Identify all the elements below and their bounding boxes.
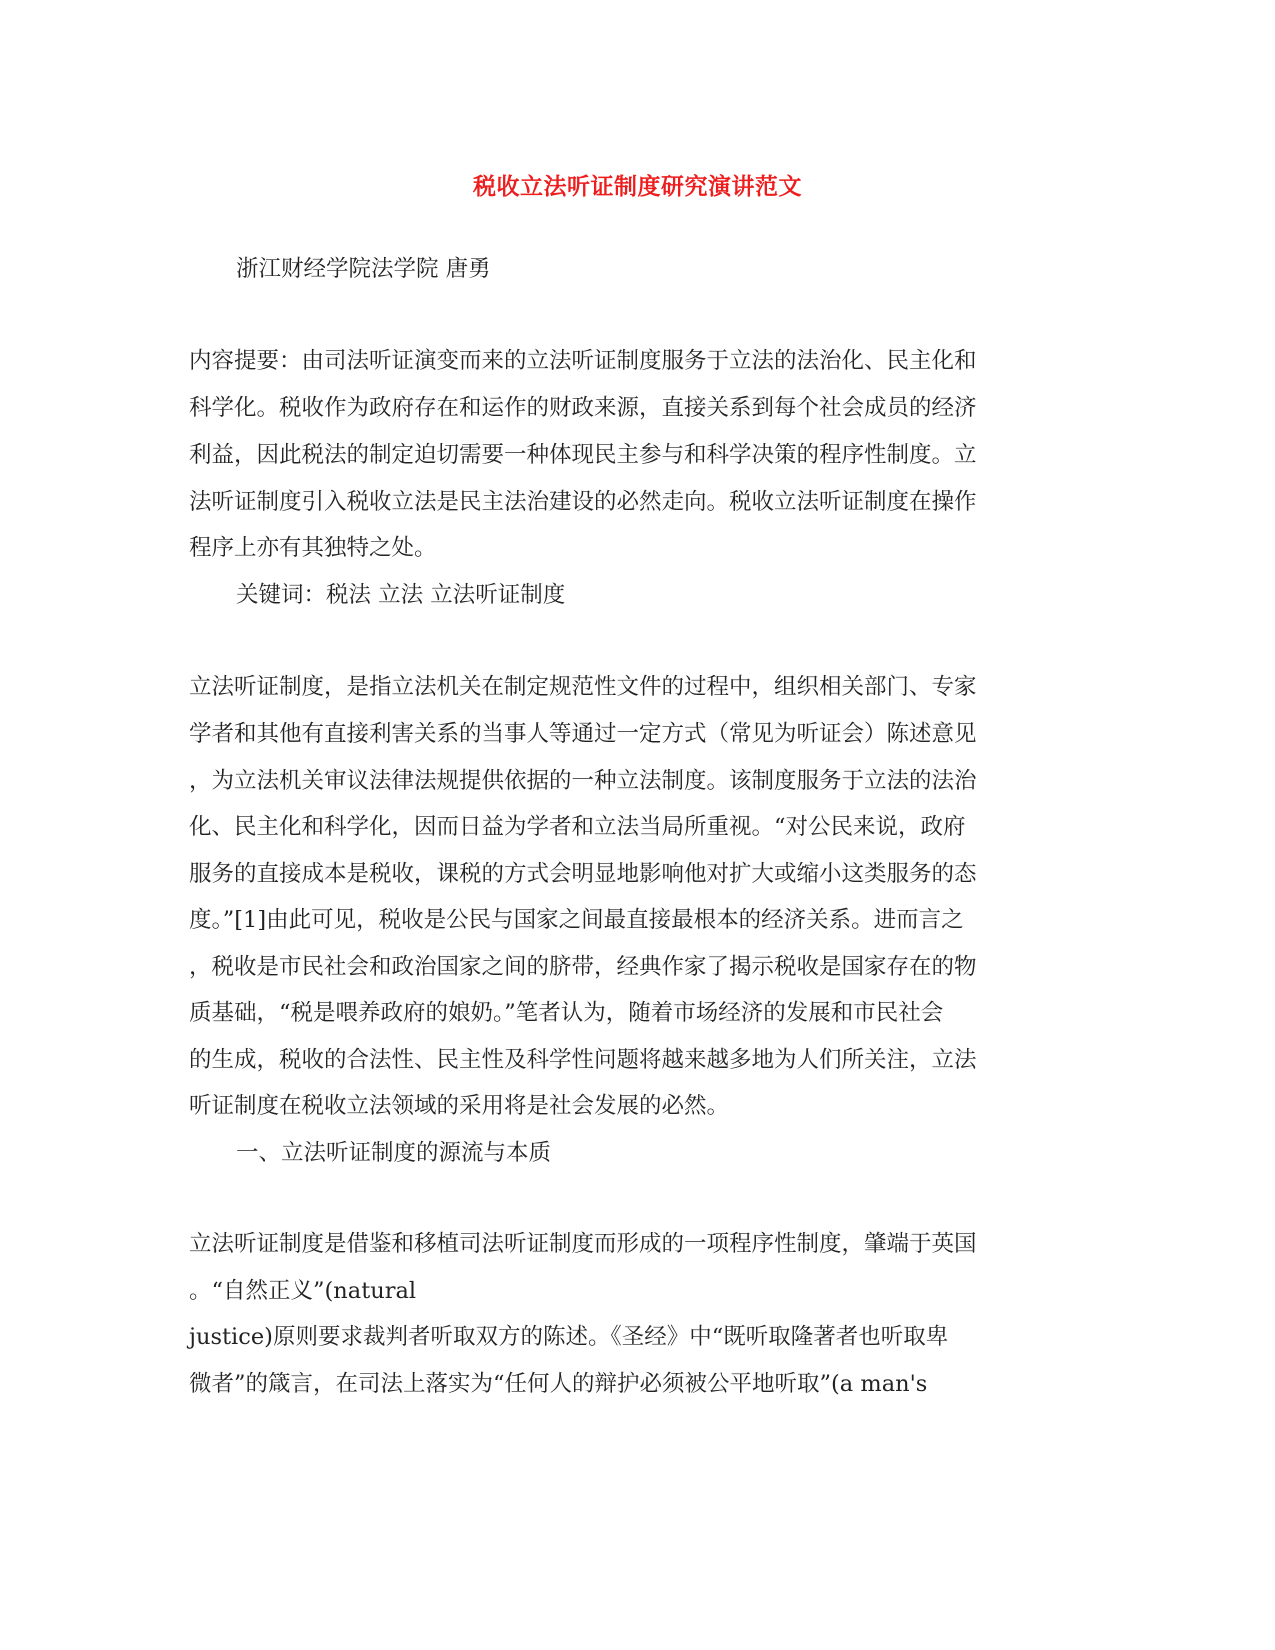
abstract-line: 内容提要：由司法听证演变而来的立法听证制度服务于立法的法治化、民主化和 — [189, 348, 977, 374]
document-title: 税收立法听证制度研究演讲范文 — [473, 173, 802, 200]
paragraph-line: 。“自然正义”(natural — [189, 1278, 417, 1304]
abstract-line: 利益，因此税法的制定迫切需要一种体现民主参与和科学决策的程序性制度。立 — [189, 442, 977, 468]
abstract-line: 科学化。税收作为政府存在和运作的财政来源，直接关系到每个社会成员的经济 — [189, 395, 977, 421]
author-line: 浙江财经学院法学院 唐勇 — [236, 256, 491, 282]
paragraph-line: 服务的直接成本是税收，课税的方式会明显地影响他对扩大或缩小这类服务的态 — [189, 861, 977, 887]
paragraph-line: 度。”[1]由此可见，税收是公民与国家之间最直接最根本的经济关系。进而言之 — [189, 907, 964, 933]
paragraph-line: 听证制度在税收立法领域的采用将是社会发展的必然。 — [189, 1093, 730, 1119]
section-heading: 一、立法听证制度的源流与本质 — [236, 1140, 552, 1166]
paragraph-line: 的生成，税收的合法性、民主性及科学性问题将越来越多地为人们所关注，立法 — [189, 1047, 977, 1073]
paragraph-line: 立法听证制度，是指立法机关在制定规范性文件的过程中，组织相关部门、专家 — [189, 674, 977, 700]
paragraph-line: 微者”的箴言，在司法上落实为“任何人的辩护必须被公平地听取”(a man's — [189, 1371, 928, 1397]
paragraph-line: 立法听证制度是借鉴和移植司法听证制度而形成的一项程序性制度，肇端于英国 — [189, 1231, 977, 1257]
abstract-line: 程序上亦有其独特之处。 — [189, 535, 437, 561]
paragraph-line: ，税收是市民社会和政治国家之间的脐带，经典作家了揭示税收是国家存在的物 — [189, 954, 977, 980]
abstract-line: 法听证制度引入税收立法是民主法治建设的必然走向。税收立法听证制度在操作 — [189, 489, 977, 515]
paragraph-line: 化、民主化和科学化，因而日益为学者和立法当局所重视。“对公民来说，政府 — [189, 814, 966, 840]
paragraph-line: 质基础，“税是喂养政府的娘奶。”笔者认为，随着市场经济的发展和市民社会 — [189, 1000, 944, 1026]
paragraph-line: ，为立法机关审议法律法规提供依据的一种立法制度。该制度服务于立法的法治 — [189, 768, 977, 794]
keywords-line: 关键词：税法 立法 立法听证制度 — [236, 582, 566, 608]
paragraph-line: 学者和其他有直接利害关系的当事人等通过一定方式（常见为听证会）陈述意见 — [189, 721, 977, 747]
paragraph-line: justice)原则要求裁判者听取双方的陈述。《圣经》中“既听取隆著者也听取卑 — [189, 1324, 949, 1350]
